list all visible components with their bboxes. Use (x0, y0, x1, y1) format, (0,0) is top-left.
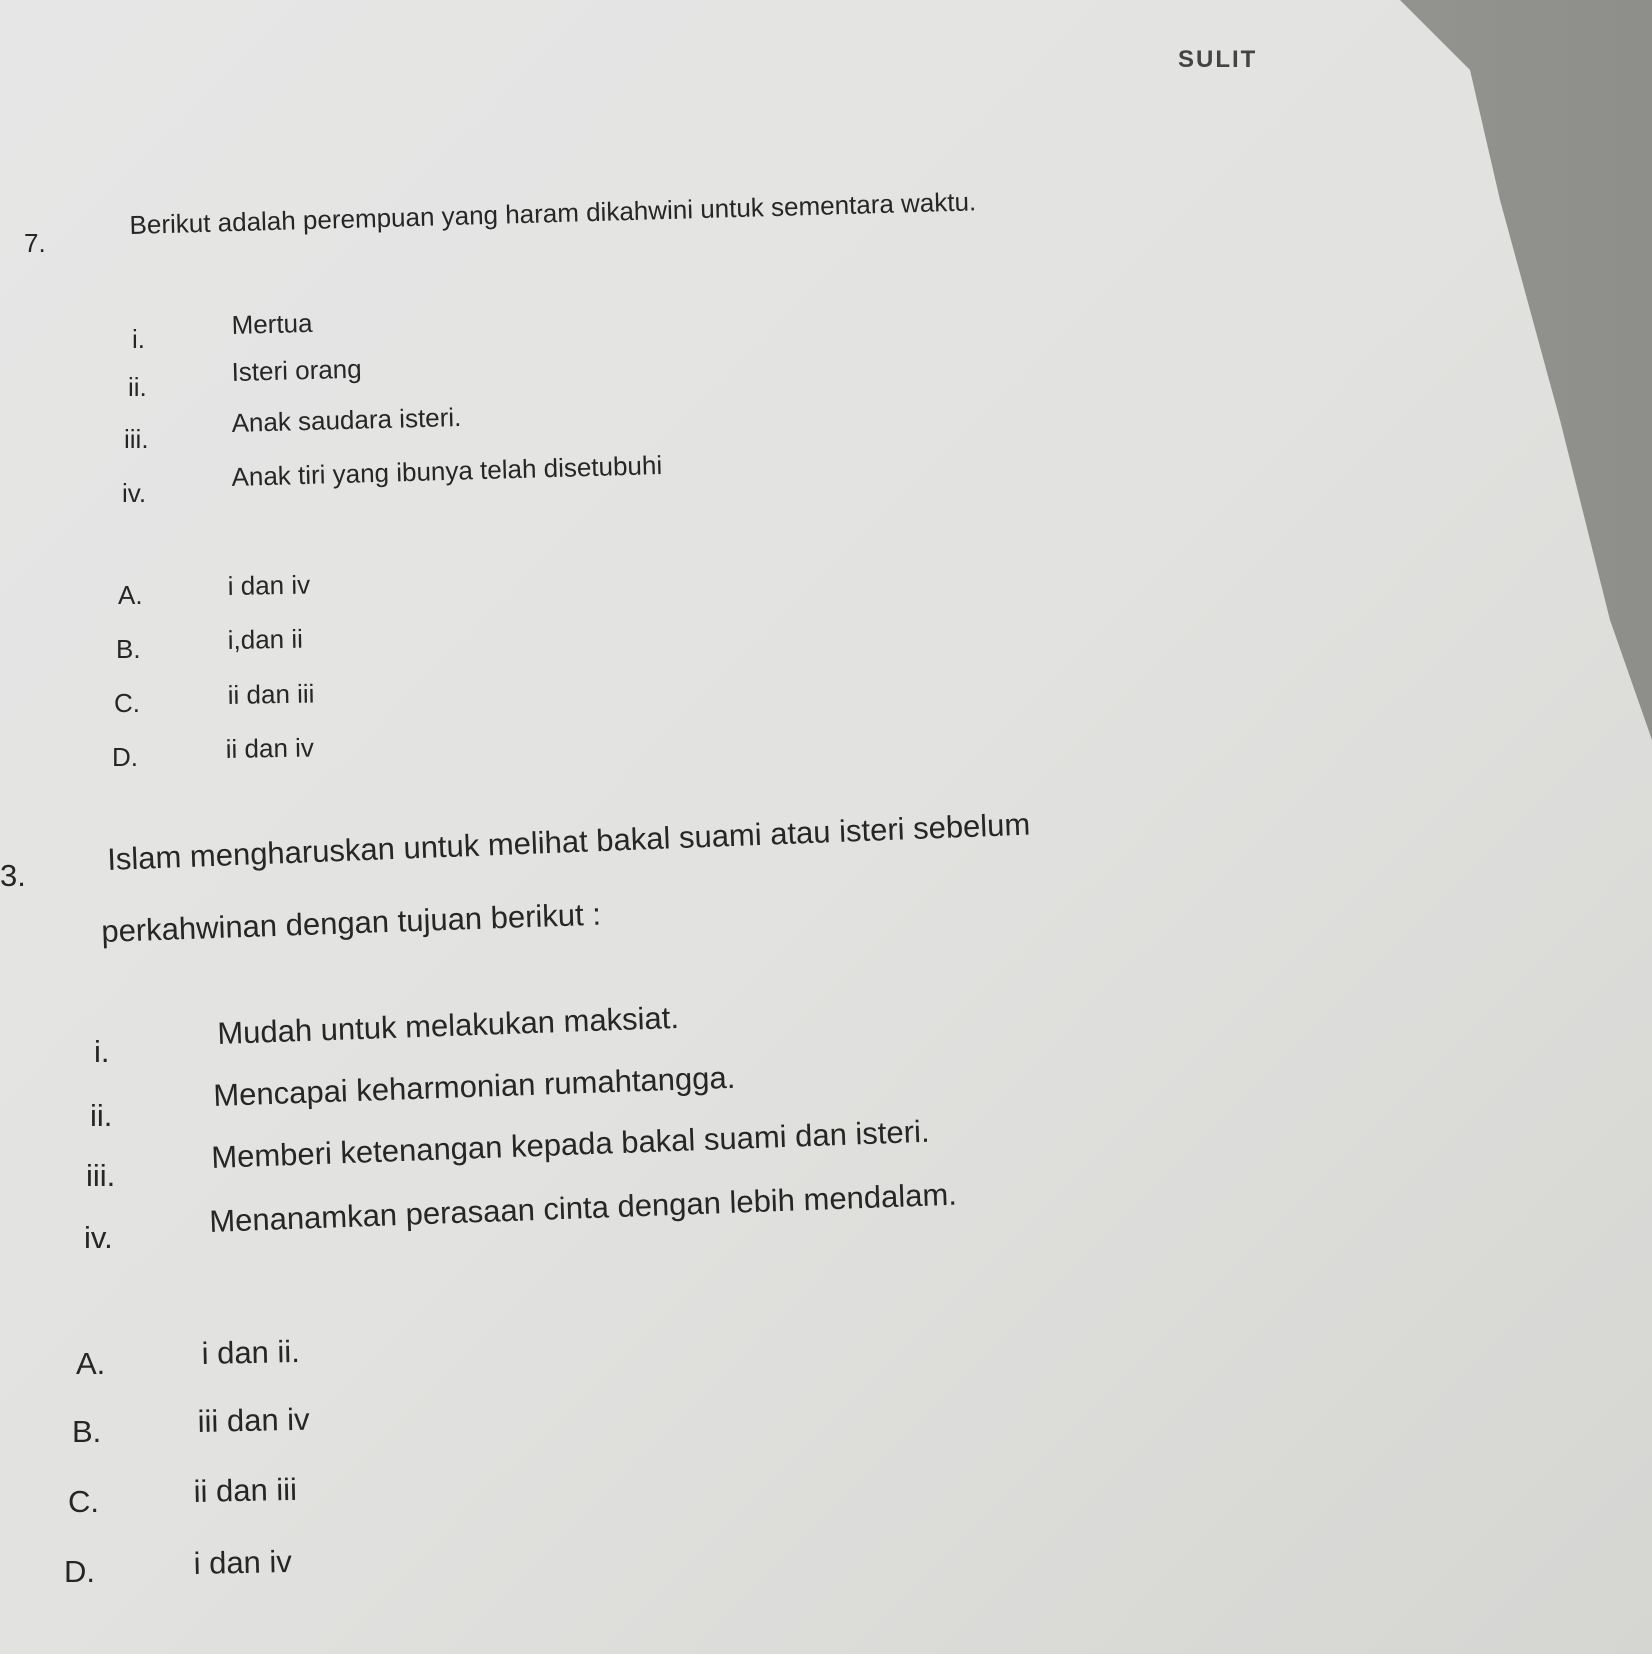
q8-item-numeral: iv. (84, 1220, 113, 1255)
q7-item-numeral: iii. (124, 424, 149, 454)
q8-item-numeral: ii. (90, 1098, 113, 1133)
q8-item-numeral: i. (94, 1034, 110, 1069)
q8-option-text: iii dan iv (197, 1401, 310, 1440)
q7-option-text: i,dan ii (227, 623, 304, 656)
q8-item-text: Mencapai keharmonian rumahtangga. (212, 1059, 736, 1114)
question-8-number: 3. (0, 858, 26, 893)
q8-item-text: Mudah untuk melakukan maksiat. (216, 999, 680, 1052)
q7-item-numeral: i. (132, 324, 145, 354)
q8-item-numeral: iii. (86, 1158, 116, 1193)
q7-option-text: ii dan iii (227, 678, 315, 711)
q7-item-numeral: ii. (128, 372, 147, 402)
q7-item-text: Mertua (231, 307, 313, 341)
q7-option-text: ii dan iv (225, 732, 315, 765)
q7-option-letter: C. (114, 688, 140, 718)
q7-option-letter: D. (112, 742, 138, 772)
question-8-stem-line2: perkahwinan dengan tujuan berikut : (100, 896, 602, 950)
q8-option-letter: C. (68, 1484, 99, 1519)
question-7-stem: Berikut adalah perempuan yang haram dikahwini untuk sementara waktu. (129, 186, 977, 241)
q7-item-numeral: iv. (122, 478, 147, 508)
q8-option-letter: D. (64, 1554, 95, 1589)
q8-item-text: Menanamkan perasaan cinta dengan lebih mendalam. (208, 1176, 958, 1240)
q7-item-text: Anak tiri yang ibunya telah disetubuhi (231, 449, 663, 493)
q7-option-letter: B. (116, 634, 141, 664)
q7-option-letter: A. (118, 580, 143, 610)
q8-option-text: i dan iv (193, 1543, 293, 1582)
q8-item-text: Memberi ketenangan kepada bakal suami dan isteri. (210, 1113, 931, 1176)
q7-option-text: i dan iv (227, 569, 311, 602)
header-label: SULIT (1178, 46, 1258, 73)
q7-item-text: Isteri orang (231, 353, 363, 388)
question-7-number: 7. (24, 228, 46, 258)
q8-option-text: ii dan iii (193, 1471, 298, 1510)
q8-option-letter: B. (72, 1414, 102, 1449)
question-8-stem-line1: Islam mengharuskan untuk melihat bakal suami atau isteri sebelum (106, 806, 1031, 878)
q8-option-letter: A. (76, 1346, 106, 1381)
q7-item-text: Anak saudara isteri. (231, 401, 462, 439)
q8-option-text: i dan ii. (201, 1333, 301, 1372)
